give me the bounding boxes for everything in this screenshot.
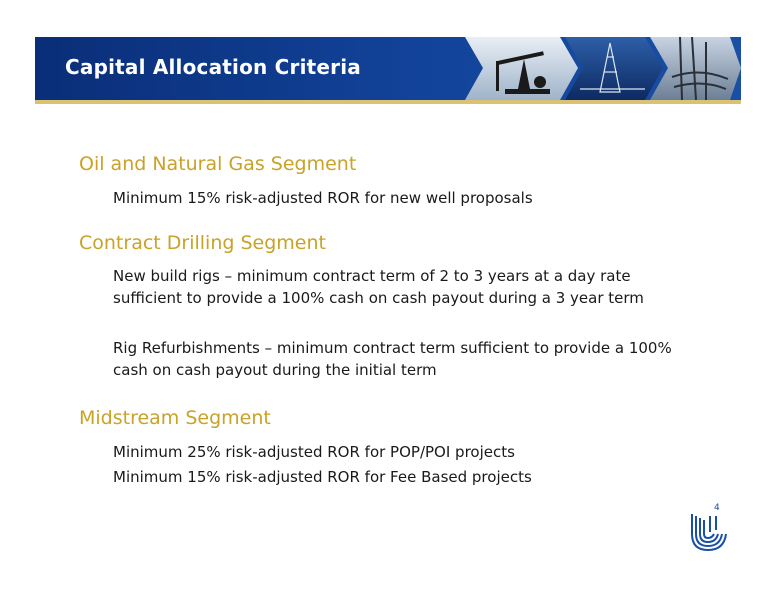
company-logo-icon <box>686 512 730 554</box>
criteria-line <box>113 337 723 381</box>
criteria-line: Minimum 15% risk-adjusted ROR for Fee Based projects <box>113 468 532 486</box>
criteria-line-part: Rig Refurbishments – minimum contract term sufficient to provide a 100% <box>113 339 672 357</box>
criteria-line-part: sufficient to provide a 100% cash on cash payout during a 3 year term <box>113 289 644 307</box>
section-heading-oil-gas: Oil and Natural Gas Segment <box>79 153 357 175</box>
criteria-line: Minimum 15% risk-adjusted ROR for new well proposals <box>113 189 533 207</box>
criteria-line-part: New build rigs – minimum contract term of 2 to 3 years at a day rate <box>113 267 631 285</box>
criteria-line: Minimum 25% risk-adjusted ROR for POP/POI projects <box>113 443 515 461</box>
page-number: 4 <box>714 503 720 513</box>
criteria-line-part: cash on cash payout during the initial term <box>113 361 437 379</box>
oilfield-photo-strip <box>460 37 741 100</box>
section-heading-contract-drilling: Contract Drilling Segment <box>79 232 326 254</box>
section-heading-midstream: Midstream Segment <box>79 407 271 429</box>
banner-accent-strip <box>35 100 741 104</box>
title-banner <box>35 37 741 100</box>
slide-title: Capital Allocation Criteria <box>65 55 361 79</box>
criteria-line <box>113 265 723 309</box>
